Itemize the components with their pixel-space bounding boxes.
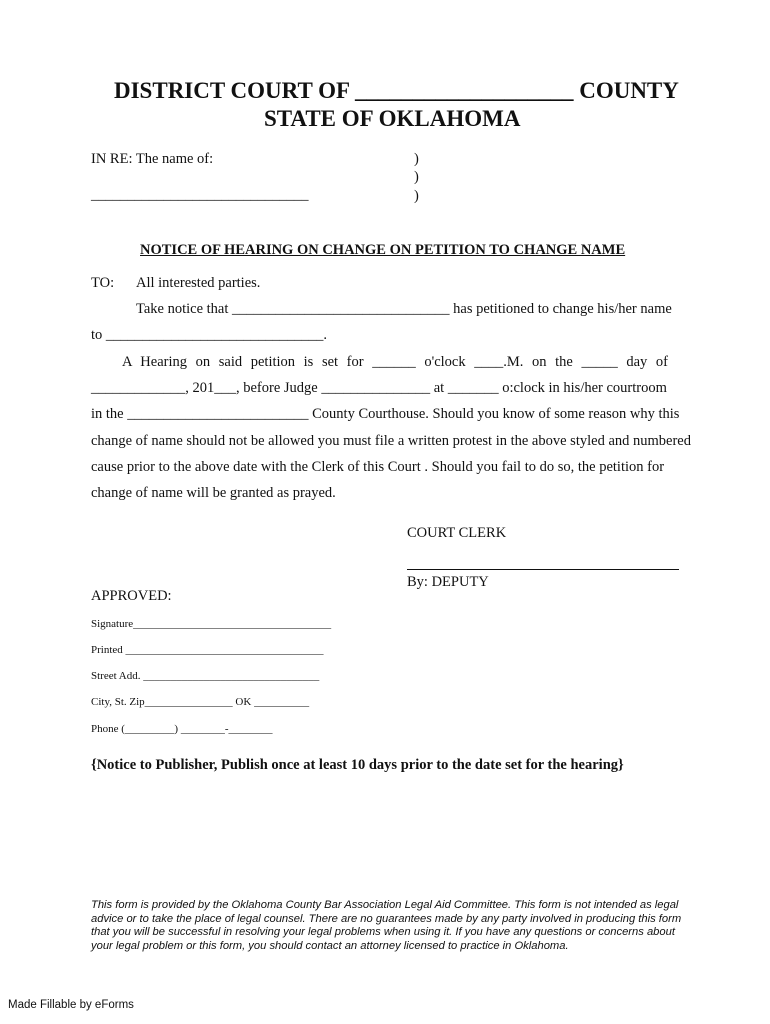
deputy-label: By: DEPUTY	[407, 574, 489, 590]
signature-field[interactable]: Signature____________________________________	[91, 618, 332, 630]
court-clerk-label: COURT CLERK	[407, 525, 507, 541]
caption-paren: )	[414, 151, 419, 167]
notice-line-6: change of name should not be allowed you must file a written protest in the above styled and numbered	[91, 433, 691, 449]
in-re-label: IN RE: The name of:	[91, 151, 214, 167]
clerk-signature-line[interactable]	[407, 569, 679, 570]
printed-name-field[interactable]: Printed ____________________________________	[91, 644, 324, 656]
caption-paren: )	[414, 188, 419, 204]
notice-line-7: cause prior to the above date with the Clerk of this Court . Should you fail to do so, the petition for	[91, 459, 665, 475]
notice-heading: NOTICE OF HEARING ON CHANGE ON PETITION TO CHANGE NAME	[140, 242, 626, 258]
publisher-notice: {Notice to Publisher, Publish once at least 10 days prior to the date set for the hearing}	[91, 757, 624, 773]
notice-line-5[interactable]: in the _________________________ County Courthouse. Should you know of some reason why this	[91, 406, 680, 422]
caption-paren: )	[414, 169, 419, 185]
notice-line-4[interactable]: _____________, 201___, before Judge _______________ at _______ o:clock in his/her courtroom	[91, 380, 667, 396]
phone-field[interactable]: Phone (_________) ________-________	[91, 723, 273, 735]
to-value: All interested parties.	[136, 275, 261, 291]
city-state-zip-field[interactable]: City, St. Zip________________ OK __________	[91, 696, 310, 708]
notice-line-2[interactable]: to ______________________________.	[91, 327, 328, 343]
state-title: STATE OF OKLAHOMA	[264, 106, 521, 131]
disclaimer-text: This form is provided by the Oklahoma County Bar Association Legal Aid Committee. This form is not intended as legal advice or to take the place of legal counsel. There are no guarantees made by any party involved in producing this form that you will be successful in resolving your legal problems when using it. If you have any questions or concerns about your legal problem or this form, you should contact an attorney licensed to practice in Oklahoma.	[91, 899, 682, 952]
street-address-field[interactable]: Street Add. ________________________________	[91, 670, 320, 682]
to-label: TO:	[91, 275, 115, 291]
approved-label: APPROVED:	[91, 588, 172, 604]
notice-line-8: change of name will be granted as prayed.	[91, 485, 336, 501]
notice-line-1[interactable]: Take notice that ______________________________ has petitioned to change his/her name	[136, 301, 672, 317]
petitioner-name-field[interactable]: ______________________________	[91, 187, 309, 203]
court-title: DISTRICT COURT OF ___________________ COUNTY	[114, 78, 679, 103]
notice-line-3[interactable]: A Hearing on said petition is set for ______ o'clock ____.M. on the _____ day of	[122, 354, 668, 370]
footer-credit: Made Fillable by eForms	[8, 999, 134, 1011]
